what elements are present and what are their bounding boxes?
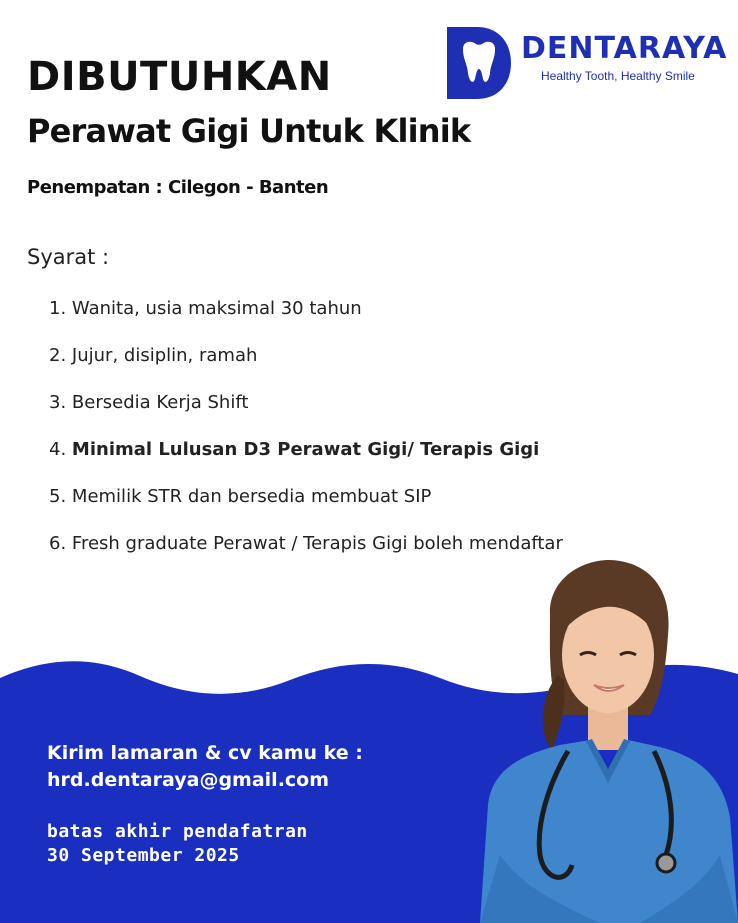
requirements-heading: Syarat : [27, 245, 110, 269]
requirement-number: 1. [49, 298, 67, 319]
deadline-block [47, 820, 308, 868]
requirement-number: 2. [49, 345, 67, 366]
tooth-icon [447, 27, 511, 99]
brand-tagline: Healthy Tooth, Healthy Smile [541, 69, 695, 83]
contact-block [47, 740, 363, 794]
job-title: Perawat Gigi Untuk Klinik [27, 112, 471, 150]
contact-label: Kirim lamaran & cv kamu ke : [47, 742, 363, 764]
brand-logo [447, 27, 727, 99]
placement-text: Penempatan : Cilegon - Banten [27, 177, 329, 198]
requirement-text: Wanita, usia maksimal 30 tahun [71, 298, 362, 319]
requirement-item [49, 296, 563, 343]
page-title: DIBUTUHKAN [27, 54, 332, 100]
requirement-text: Jujur, disiplin, ramah [71, 345, 258, 366]
requirement-text: Fresh graduate Perawat / Terapis Gigi boleh mendaftar [71, 533, 563, 554]
requirements-list [49, 296, 563, 578]
deadline-date: 30 September 2025 [47, 845, 240, 866]
requirement-number: 5. [49, 486, 67, 507]
requirement-number: 6. [49, 533, 67, 554]
requirement-item [49, 484, 563, 531]
requirement-number: 4. [49, 439, 67, 460]
requirement-text: Minimal Lulusan D3 Perawat Gigi/ Terapis Gigi [71, 439, 540, 460]
requirement-item [49, 343, 563, 390]
requirement-text: Memilik STR dan bersedia membuat SIP [71, 486, 432, 507]
requirement-text: Bersedia Kerja Shift [71, 392, 249, 413]
deadline-label: batas akhir pendafatran [47, 821, 308, 842]
requirement-item [49, 390, 563, 437]
contact-email[interactable]: hrd.dentaraya@gmail.com [47, 769, 330, 791]
requirement-item [49, 437, 563, 484]
nurse-photo [440, 555, 738, 923]
brand-name: DENTARAYA [521, 31, 728, 66]
requirement-number: 3. [49, 392, 67, 413]
